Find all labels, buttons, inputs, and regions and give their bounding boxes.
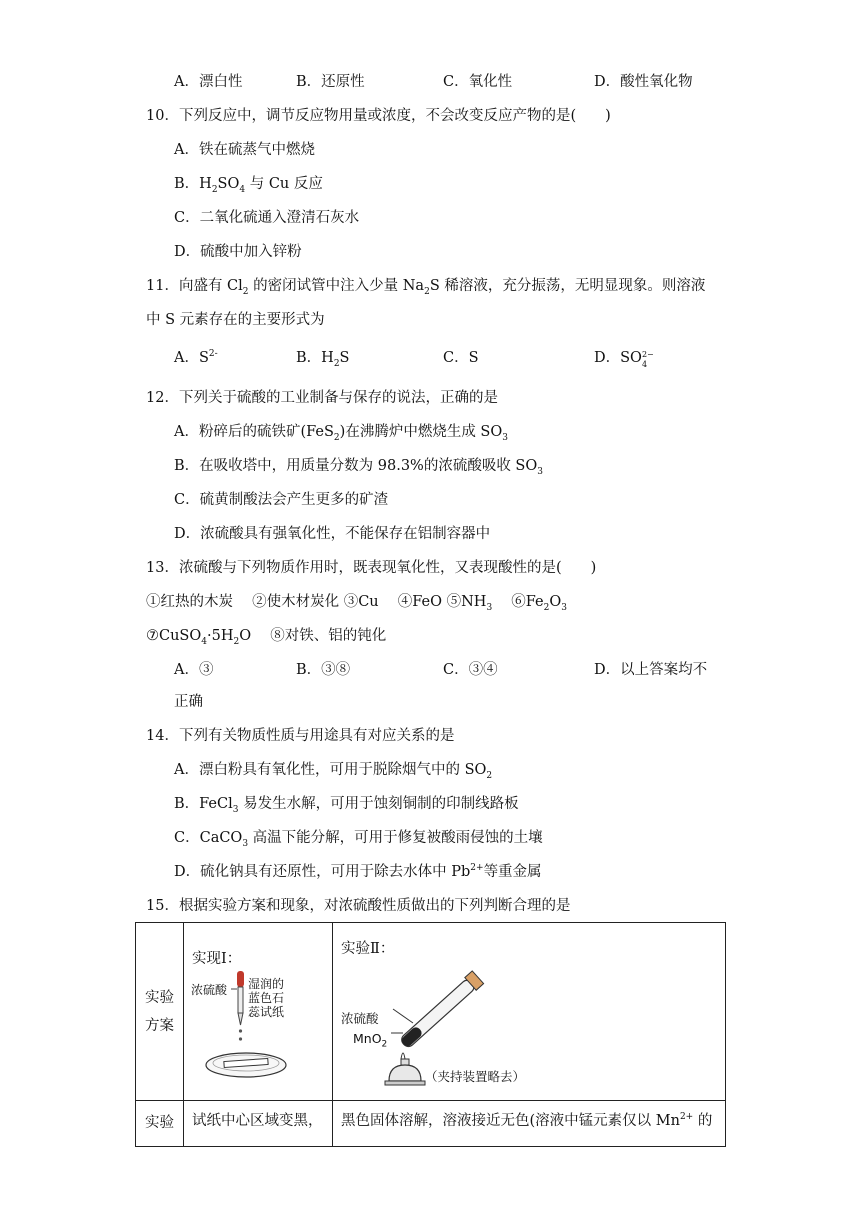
q14-stem: 14．下列有关物质性质与用途具有对应关系的是 <box>146 728 455 744</box>
q9-option-b: B．还原性 <box>296 74 365 90</box>
q14-option-b: B．FeCl$_3$ 易发生水解，可用于蚀刻铜制的印制线路板 <box>174 796 519 815</box>
q12-option-a: A．粉碎后的硫铁矿(FeS$_2$)在沸腾炉中燃烧生成 $SO_3$ <box>174 424 508 443</box>
q13-option-a: A．③ <box>174 662 214 678</box>
q12-option-d: D．浓硫酸具有强氧化性，不能保存在铝制容器中 <box>174 526 491 542</box>
q11-stem-line1: 11．向盛有 $Cl_2$ 的密闭试管中注入少量 $Na_2S$ 稀溶液，充分振荡，无明显现象。则溶液 <box>146 278 706 297</box>
flame-icon <box>401 1053 405 1059</box>
row-label-phenomenon <box>136 1101 184 1147</box>
alcohol-lamp-icon <box>389 1065 421 1081</box>
label-line1: 实验 <box>145 989 174 1006</box>
q12-option-b: B．在吸收塔中，用质量分数为 98.3%的浓硫酸吸收 $SO_3$ <box>174 458 543 477</box>
q10-stem: 10．下列反应中，调节反应物用量或浓度，不会改变反应产物的是( ) <box>146 108 611 124</box>
q11-stem-line2: 中 S 元素存在的主要形式为 <box>146 312 325 328</box>
q13-option-d: D．以上答案均不 <box>594 662 708 678</box>
q14-option-a: A．漂白粉具有氧化性，可用于脱除烟气中的 $SO_2$ <box>174 762 493 781</box>
exp2-solid-label: MnO$_2$ <box>353 1031 388 1050</box>
q11-option-c: C．S <box>443 350 479 366</box>
q13-option-b: B．③⑧ <box>296 662 351 678</box>
experiment-table <box>135 922 726 1147</box>
q12-option-c: C．硫黄制酸法会产生更多的矿渣 <box>174 492 389 508</box>
phenomenon-label: 实验 <box>145 1115 174 1131</box>
dropper-bulb <box>237 971 244 987</box>
q11-option-b: B．$H_2S$ <box>296 350 350 369</box>
q9-option-d: D．酸性氧化物 <box>594 74 693 90</box>
q13-items-line1: ①红热的木炭 ②使木材炭化 ③Cu ④FeO $⑤NH_3$ $⑥Fe_2O_3$ <box>146 594 567 613</box>
q11-option-a: A．$S^{2-}$ <box>174 349 218 366</box>
experiment-1-title: 实现Ⅰ： <box>192 951 242 967</box>
q14-option-c: C．CaCO$_3$ 高温下能分解，可用于修复被酸雨侵蚀的土壤 <box>174 830 543 849</box>
q11-option-d: D．SO 2− 4 <box>594 350 654 369</box>
q10-option-b: B．$H_2SO_4$ 与 Cu 反应 <box>174 176 323 195</box>
q10-option-a: A．铁在硫蒸气中燃烧 <box>174 142 315 158</box>
exp2-phenomenon <box>333 1101 726 1147</box>
q13-items-line2: $⑦CuSO_4\cdot 5H_2O$ ⑧对铁、铝的钝化 <box>146 628 387 647</box>
q10-option-d: D．硫酸中加入锌粉 <box>174 244 302 260</box>
q15-stem: 15．根据实验方案和现象，对浓硫酸性质做出的下列判断合理的是 <box>146 898 571 914</box>
exp1-phenomenon <box>184 1101 333 1147</box>
exp2-reagent-label: 浓硫酸 <box>341 1011 379 1026</box>
exp1-paper-label: 湿润的 蓝色石 蕊试纸 <box>248 977 285 1019</box>
exp1-phenomenon-text: 试纸中心区域变黑， <box>192 1113 323 1129</box>
drop-1 <box>239 1029 242 1032</box>
q13-option-c: C．③④ <box>443 662 498 678</box>
exp2-phenomenon-text: 黑色固体溶解，溶液接近无色(溶液中锰元素仅以 $Mn^{2+}$ 的 <box>341 1112 713 1129</box>
drop-2 <box>239 1037 242 1040</box>
label-line2: 方案 <box>145 1017 174 1034</box>
q10-option-c: C．二氧化硫通入澄清石灰水 <box>174 210 360 226</box>
table-row-phenomenon <box>136 1101 726 1147</box>
q13-option-d-cont: 正确 <box>174 694 203 710</box>
experiment-2-diagram <box>333 949 726 1099</box>
q9-option-a: A．漂白性 <box>174 74 243 90</box>
table-row-scheme <box>136 923 726 1101</box>
experiment-1-cell <box>184 923 333 1101</box>
test-tube-icon <box>398 971 484 1051</box>
q9-option-c: C．氧化性 <box>443 74 513 90</box>
experiment-2-title: 实验Ⅱ： <box>341 941 395 957</box>
dropper-tube <box>238 987 243 1013</box>
exp2-note: （夹持装置略去） <box>425 1069 526 1084</box>
row-label-scheme <box>136 923 184 1101</box>
experiment-2-cell <box>333 923 726 1101</box>
q14-option-d: D．硫化钠具有还原性，可用于除去水体中 $Pb^{2+}$等重金属 <box>174 863 542 880</box>
dropper-tip <box>238 1013 243 1025</box>
q12-stem: 12．下列关于硫酸的工业制备与保存的说法，正确的是 <box>146 390 498 406</box>
exp1-reagent-label: 浓硫酸 <box>191 983 228 997</box>
q13-stem: 13．浓硫酸与下列物质作用时，既表现氧化性，又表现酸性的是( ) <box>146 560 597 576</box>
